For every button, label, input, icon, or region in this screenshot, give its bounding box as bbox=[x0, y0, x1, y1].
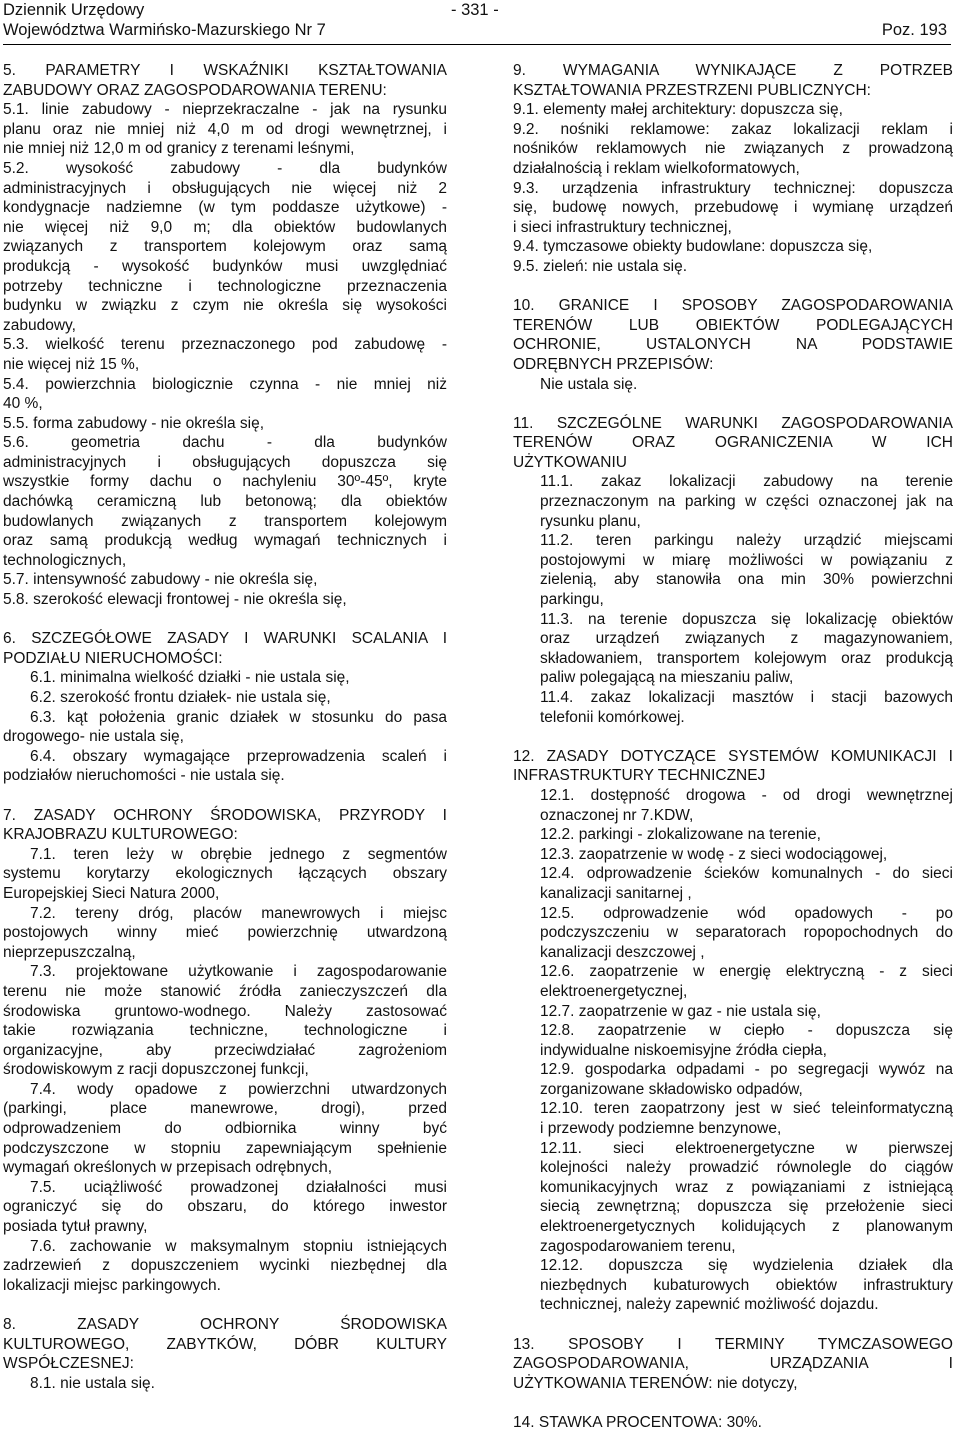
item-line: 5.4. powierzchnia biologicznie czynna - nie mniej niż bbox=[3, 375, 447, 393]
item-line: nie mniej niż 12,0 m od granicy z terenami leśnymi, bbox=[3, 140, 355, 158]
section-12 bbox=[513, 747, 953, 1315]
item-line: podczyszczone w stopniu zapewniającym spełnienie bbox=[3, 1139, 447, 1157]
item-line: technologicznych, bbox=[3, 551, 127, 569]
left-column bbox=[3, 61, 447, 1393]
item-line: zielenią, aby stanowiła ona min 30% powierzchni bbox=[540, 571, 953, 589]
section-heading: 5. PARAMETRY I WSKAŹNIKI KSZTAŁTOWANIA bbox=[3, 62, 447, 79]
item-line: wszystkie formy dachu o nachyleniu 30º-45º, kryte bbox=[3, 473, 447, 491]
section-heading: UŻYTKOWANIA TERENÓW: nie dotyczy, bbox=[513, 1374, 798, 1392]
item-line: oraz samą produkcją według wymagań technicznych i bbox=[3, 532, 447, 550]
item-line: produkcją - wysokość budynków musi uwzględniać bbox=[3, 257, 447, 275]
item-line: niezbędnych kubaturowych obiektów infrastruktury bbox=[540, 1276, 953, 1294]
item-line: 40 %, bbox=[3, 395, 43, 413]
right-column bbox=[513, 61, 953, 1433]
item-line: odprowadzeniem do odbiornika winny być bbox=[3, 1120, 447, 1138]
item-line: drogowego- nie ustala się, bbox=[3, 728, 184, 746]
item-line: organizacyjne, aby przeciwdziałać zagrożeniom bbox=[3, 1041, 447, 1059]
item-line: 12.6. zaopatrzenie w energię elektryczną - z sieci bbox=[540, 963, 953, 981]
item-line: budynku w związku z czym nie określa się wysokości bbox=[3, 297, 447, 315]
item-line: potrzeby techniczne i technologiczne przeznaczenia bbox=[3, 277, 447, 295]
item-line: Europejskiej Sieci Natura 2000, bbox=[3, 884, 220, 902]
item-line: administracyjnych i obsługujących dopuszcza się bbox=[3, 453, 447, 471]
section-heading: TERENÓW ORAZ OGRANICZENIA W ICH bbox=[513, 434, 953, 452]
item-line: siecią zewnętrzną; dopuszcza się przełożenie sieci bbox=[540, 1198, 953, 1216]
item-line: 5.2. wysokość zabudowy - dla budynków bbox=[3, 159, 447, 177]
section-heading: PODZIAŁU NIERUCHOMOŚCI: bbox=[3, 649, 223, 667]
item-line: kolejności należy prowadzić równolegle do ciągów bbox=[540, 1159, 953, 1177]
item-line: ograniczyć się do obszaru, do którego inwestor bbox=[3, 1198, 447, 1216]
section-heading: TERENÓW LUB OBIEKTÓW PODLEGAJĄCYCH bbox=[513, 316, 953, 334]
item-line: zagospodarowaniem terenu, bbox=[540, 1237, 736, 1255]
item-line: zadrzewień z dopuszczeniem wycinki niezbędnej dla bbox=[3, 1257, 447, 1275]
item-line: budowlanych związanych z transportem kolejowym bbox=[3, 512, 447, 530]
item-line: 9.2. nośniki reklamowe: zakaz lokalizacji reklam i bbox=[513, 120, 953, 138]
section-heading: WSPÓŁCZESNEJ: bbox=[3, 1355, 134, 1373]
section-heading: 7. ZASADY OCHRONY ŚRODOWISKA, PRZYRODY I bbox=[3, 806, 447, 824]
item-line: 5.8. szerokość elewacji frontowej - nie określa się, bbox=[3, 591, 347, 609]
section-14 bbox=[513, 1413, 953, 1433]
item-line: 12.1. dostępność drogowa - od drogi wewnętrznej bbox=[540, 786, 953, 804]
section-11 bbox=[513, 414, 953, 728]
item-line: administracyjnych i obsługujących nie więcej niż 2 bbox=[3, 179, 447, 197]
item-line: 12.12. dopuszcza się wydzielenia działek dla bbox=[540, 1257, 953, 1275]
item-line: 5.1. linie zabudowy - nieprzekraczalne - jak na rysunku bbox=[3, 101, 447, 119]
item-line: nośników reklamowych nie związanych z prowadzoną bbox=[513, 140, 953, 158]
item-line: i przewody podziemne benzynowe, bbox=[540, 1120, 782, 1138]
section-5 bbox=[3, 61, 447, 610]
page-number: - 331 - bbox=[451, 1, 499, 19]
item-line: 5.6. geometria dachu - dla budynków bbox=[3, 434, 447, 452]
item-line: 7.5. uciążliwość prowadzonej działalności musi bbox=[30, 1178, 447, 1196]
section-9 bbox=[513, 61, 953, 277]
section-8 bbox=[3, 1315, 447, 1393]
item-line: podziałów nieruchomości - nie ustala się. bbox=[3, 767, 285, 785]
item-line: 11.3. na terenie dopuszcza się lokalizację obiektów bbox=[540, 610, 953, 628]
item-line: dachówką ceramiczną lub betonową; dla obiektów bbox=[3, 493, 447, 511]
item-line: postojowych winny mieć powierzchnię utwardzoną bbox=[3, 924, 447, 942]
item-line: 6.1. minimalna wielkość działki - nie ustala się, bbox=[30, 669, 350, 687]
item-line: 6.3. kąt położenia granic działek w stosunku do pasa bbox=[30, 708, 447, 726]
item-line: Nie ustala się. bbox=[540, 375, 638, 393]
item-line: parkingu, bbox=[540, 591, 604, 609]
section-heading: 11. SZCZEGÓLNE WARUNKI ZAGOSPODAROWANIA bbox=[513, 414, 953, 432]
item-line: 5.3. wielkość terenu przeznaczonego pod zabudowę - bbox=[3, 336, 447, 354]
item-line: 12.3. zaopatrzenie w wodę - z sieci wodociągowej, bbox=[540, 845, 888, 863]
section-heading: KRAJOBRAZU KULTUROWEGO: bbox=[3, 826, 238, 844]
item-line: przeznaczonym na parking w części oznaczonej jak na bbox=[540, 493, 953, 511]
item-line: 9.1. elementy małej architektury: dopuszcza się, bbox=[513, 101, 843, 119]
item-line: 8.1. nie ustala się. bbox=[30, 1374, 155, 1392]
section-6 bbox=[3, 629, 447, 786]
item-line: planu oraz nie mniej niż 4,0 m od drogi wewnętrznej, i bbox=[3, 120, 447, 138]
item-line: środowiska gruntowo-wodnego. Należy zastosować bbox=[3, 1002, 447, 1020]
page-header bbox=[3, 0, 951, 45]
item-line: takie rozwiązania techniczne, technologiczne i bbox=[3, 1022, 447, 1040]
item-line: 6.2. szerokość frontu działek- nie ustala się, bbox=[30, 689, 331, 706]
item-line: elektroenergetycznej, bbox=[540, 982, 688, 1000]
item-line: środowiskowym z racji dopuszczonej funkcji, bbox=[3, 1061, 309, 1079]
item-line: zorganizowane składowisko odpadów, bbox=[540, 1080, 803, 1098]
item-line: 11.1. zakaz lokalizacji zabudowy na terenie bbox=[540, 473, 953, 491]
item-line: wymagań określonych w przepisach odrębnych, bbox=[3, 1159, 333, 1177]
item-line: 11.4. zakaz lokalizacji masztów i stacji bazowych bbox=[540, 689, 953, 706]
item-line: 9.4. tymczasowe obiekty budowlane: dopuszcza się, bbox=[513, 238, 873, 256]
item-line: posiada tytuł prawny, bbox=[3, 1218, 148, 1236]
position-number: Poz. 193 bbox=[881, 21, 947, 39]
item-line: indywidualne niskoemisyjne źródła ciepła, bbox=[540, 1041, 827, 1059]
section-heading: 10. GRANICE I SPOSOBY ZAGOSPODAROWANIA bbox=[513, 297, 953, 315]
section-heading: 13. SPOSOBY I TERMINY TYMCZASOWEGO bbox=[513, 1335, 953, 1353]
journal-title: Dziennik Urzędowy bbox=[3, 1, 145, 19]
item-line: 12.4. odprowadzenie ścieków komunalnych - do sieci bbox=[540, 865, 953, 883]
item-line: postojowymi w miarę możliwości w powiązaniu z bbox=[540, 551, 953, 569]
item-line: się, budowę nowych, przebudowę i wymianę urządzeń bbox=[513, 199, 953, 217]
journal-region: Województwa Warmińsko-Mazurskiego Nr 7 bbox=[3, 21, 326, 39]
section-heading: INFRASTRUKTURY TECHNICZNEJ bbox=[513, 767, 766, 785]
item-line: 12.9. gospodarka odpadami - po segregacji wywóz na bbox=[540, 1061, 953, 1079]
section-10 bbox=[513, 296, 953, 394]
item-line: kondygnacje nadziemne (w tym poddasze użytkowe) - bbox=[3, 199, 447, 217]
item-line: 6.4. obszary wymagające przeprowadzenia scaleń i bbox=[30, 747, 447, 765]
item-line: (parkingi, place manewrowe, drogi), przed bbox=[3, 1100, 447, 1118]
item-line: 5.5. forma zabudowy - nie określa się, bbox=[3, 414, 265, 432]
section-heading: 9. WYMAGANIA WYNIKAJĄCE Z POTRZEB bbox=[513, 62, 953, 79]
item-line: systemu korytarzy ekologicznych łączących obszary bbox=[3, 865, 447, 883]
item-line: telefonii komórkowej. bbox=[540, 708, 685, 726]
item-line: 12.5. odprowadzenie wód opadowych - po bbox=[540, 904, 953, 922]
section-heading: OCHRONIE, USTALONYCH NA PODSTAWIE bbox=[513, 336, 953, 354]
item-line: składowaniem, transportem kolejowym oraz produkcją bbox=[540, 649, 953, 667]
section-heading: UŻYTKOWANIU bbox=[513, 453, 627, 471]
section-heading: 14. STAWKA PROCENTOWA: 30%. bbox=[513, 1413, 762, 1431]
item-line: 7.3. projektowane użytkowanie i zagospodarowanie bbox=[30, 963, 447, 981]
item-line: 7.6. zachowanie w maksymalnym stopniu istniejących bbox=[30, 1237, 447, 1255]
item-line: 9.3. urządzenia infrastruktury technicznej: dopuszcza bbox=[513, 179, 953, 197]
item-line: nie więcej niż 9,0 m; dla obiektów budowlanych bbox=[3, 218, 447, 236]
item-line: działalnością i reklam wielkoformatowych, bbox=[513, 159, 800, 177]
item-line: podczyszczeniu w separatorach ropopochodnych do bbox=[540, 924, 953, 942]
item-line: lokalizacji miejsc parkingowych. bbox=[3, 1276, 221, 1294]
item-line: technicznej, należy zapewnić możliwość dojazdu. bbox=[540, 1296, 879, 1314]
item-line: 7.4. wody opadowe z powierzchni utwardzonych bbox=[30, 1080, 447, 1098]
item-line: 7.1. teren leży w obrębie jednego z segmentów bbox=[30, 845, 447, 863]
section-heading: ZABUDOWY ORAZ ZAGOSPODAROWANIA TERENU: bbox=[3, 81, 387, 99]
item-line: terenu nie może stanowić źródła zanieczyszczeń dla bbox=[3, 982, 447, 1000]
item-line: rysunku planu, bbox=[540, 512, 641, 530]
item-line: 11.2. teren parkingu należy urządzić miejscami bbox=[540, 532, 953, 550]
item-line: nieprzepuszczalną, bbox=[3, 943, 136, 961]
item-line: 12.8. zaopatrzenie w ciepło - dopuszcza się bbox=[540, 1022, 953, 1040]
item-line: paliw polegającą na mieszaniu paliw, bbox=[540, 669, 794, 687]
section-7 bbox=[3, 806, 447, 1296]
item-line: kanalizacji deszczowej , bbox=[540, 943, 705, 961]
section-heading: 6. SZCZEGÓŁOWE ZASADY I WARUNKI SCALANIA I bbox=[3, 630, 447, 648]
section-13 bbox=[513, 1335, 953, 1394]
item-line: nie więcej niż 15 %, bbox=[3, 355, 140, 373]
item-line: i sieci infrastruktury technicznej, bbox=[513, 218, 732, 236]
item-line: 12.7. zaopatrzenie w gaz - nie ustala się, bbox=[540, 1002, 821, 1020]
section-heading: ZAGOSPODAROWANIA, URZĄDZANIA I bbox=[513, 1355, 953, 1373]
item-line: oznaczonej nr 7.KDW, bbox=[540, 806, 694, 824]
item-line: 5.7. intensywność zabudowy - nie określa się, bbox=[3, 571, 318, 589]
section-heading: KSZTAŁTOWANIA PRZESTRZENI PUBLICZNYCH: bbox=[513, 81, 871, 99]
item-line: komunikacyjnych wraz z powiązaniami z istniejącą bbox=[540, 1178, 953, 1196]
item-line: elektroenergetycznych kolidujących z planowanym bbox=[540, 1218, 953, 1236]
item-line: 12.10. teren zaopatrzony jest w sieć teleinformatyczną bbox=[540, 1100, 953, 1118]
section-heading: 8. ZASADY OCHRONY ŚRODOWISKA bbox=[3, 1316, 447, 1333]
item-line: związanych z transportem kolejowym oraz samą bbox=[3, 238, 447, 256]
item-line: 9.5. zieleń: nie ustala się. bbox=[513, 257, 688, 275]
item-line: 7.2. tereny dróg, placów manewrowych i miejsc bbox=[30, 904, 447, 922]
item-line: kanalizacji sanitarnej , bbox=[540, 884, 692, 902]
section-heading: ODRĘBNYCH PRZEPISÓW: bbox=[513, 355, 714, 373]
section-heading: KULTUROWEGO, ZABYTKÓW, DÓBR KULTURY bbox=[3, 1335, 447, 1353]
item-line: 12.2. parkingi - zlokalizowane na terenie, bbox=[540, 826, 821, 844]
item-line: oraz urządzeń związanych z magazynowaniem, bbox=[540, 630, 953, 648]
item-line: zabudowy, bbox=[3, 316, 76, 334]
item-line: 12.11. sieci elektroenergetyczne w pierwszej bbox=[540, 1139, 953, 1157]
section-heading: 12. ZASADY DOTYCZĄCE SYSTEMÓW KOMUNIKACJI I bbox=[513, 747, 953, 765]
